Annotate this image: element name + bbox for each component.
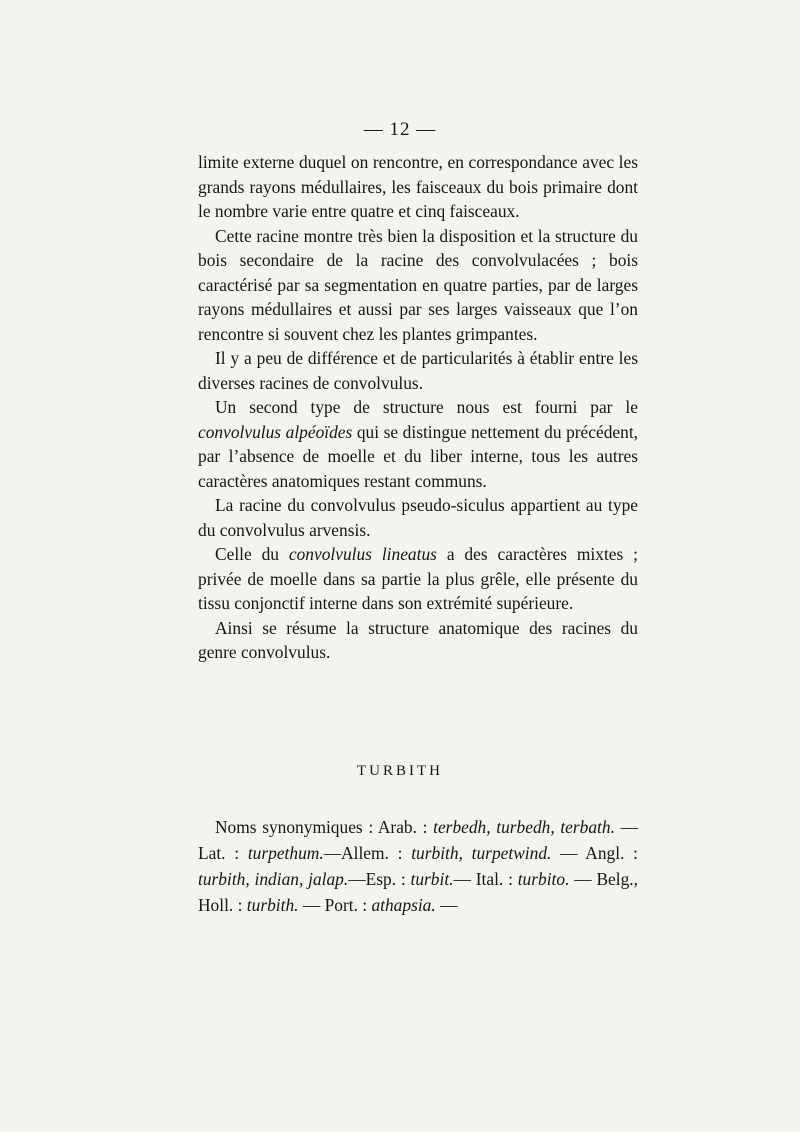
paragraph-6-species-italic: convolvulus lineatus <box>288 544 437 564</box>
syn-text-3: —Allem. : <box>323 843 412 863</box>
paragraph-4 <box>198 395 638 493</box>
section-title: TURBITH <box>357 763 443 779</box>
syn-italic-1: terbedh, turbedh, terbath. <box>433 817 615 837</box>
syn-italic-5: turbit. <box>410 869 454 889</box>
syn-text-4: — Angl. : <box>551 843 638 863</box>
syn-italic-2: turpethum. <box>247 843 324 863</box>
synonyms-paragraph <box>198 814 638 918</box>
syn-text-1: Noms synonymiques : Arab. : <box>215 817 434 837</box>
paragraph-4-species-italic: convolvulus alpéoïdes <box>198 421 353 442</box>
body-text <box>198 150 638 665</box>
paragraph-4-text-after: qui se distingue nettement du précédent, par l’absence de moelle et du liber interne, tous les autres caractères anatomiques restant communs. <box>198 421 639 491</box>
paragraph-6-text-before: Celle du <box>215 544 289 564</box>
paragraph-5: La racine du convolvulus pseudo-siculus appartient au type du convolvulus arvensis. <box>198 495 638 540</box>
syn-italic-8: athapsia. <box>371 895 436 915</box>
syn-italic-3: turbith, turpetwind. <box>411 843 552 863</box>
paragraph-1: limite externe duquel on rencontre, en correspondance avec les grands rayons médullaires, les faisceaux du bois primaire dont le nombre varie entre quatre et cinq faisceaux. <box>198 152 638 221</box>
paragraph-7: Ainsi se résume la structure anatomique des racines du genre convolvulus. <box>198 617 638 662</box>
syn-text-2: —Lat. : <box>198 817 638 863</box>
paragraph-3: Il y a peu de différence et de particularités à établir entre les diverses racines de convolvulus. <box>198 348 638 393</box>
syn-italic-4: turbith, indian, jalap. <box>198 869 349 889</box>
paragraph-2: Cette racine montre très bien la disposition et la structure du bois secondaire de la racine des convolvulacées ; bois caractérisé par sa segmentation en quatre parties, par de larges rayons médullaires et aussi par ses larges vaisseaux que l’on rencontre si souvent chez les plantes grimpantes. <box>198 225 638 344</box>
syn-text-9: — <box>435 895 458 915</box>
syn-text-7: — Belg., Holl. : <box>198 869 638 915</box>
paragraph-6 <box>198 542 638 616</box>
syn-italic-6: turbito. <box>517 869 570 889</box>
page-number: — 12 — <box>363 119 437 140</box>
syn-text-8: — Port. : <box>298 895 372 915</box>
syn-text-6: — Ital. : <box>453 869 518 889</box>
syn-italic-7: turbith. <box>246 895 299 915</box>
paragraph-6-text-after: a des caractères mixtes ; privée de moelle dans sa partie la plus grêle, elle présente du tissu conjonctif interne dans son extrémité supérieure. <box>198 544 638 613</box>
paragraph-4-text-before: Un second type de structure nous est fourni par le <box>215 397 638 417</box>
syn-text-5: —Esp. : <box>348 869 411 889</box>
